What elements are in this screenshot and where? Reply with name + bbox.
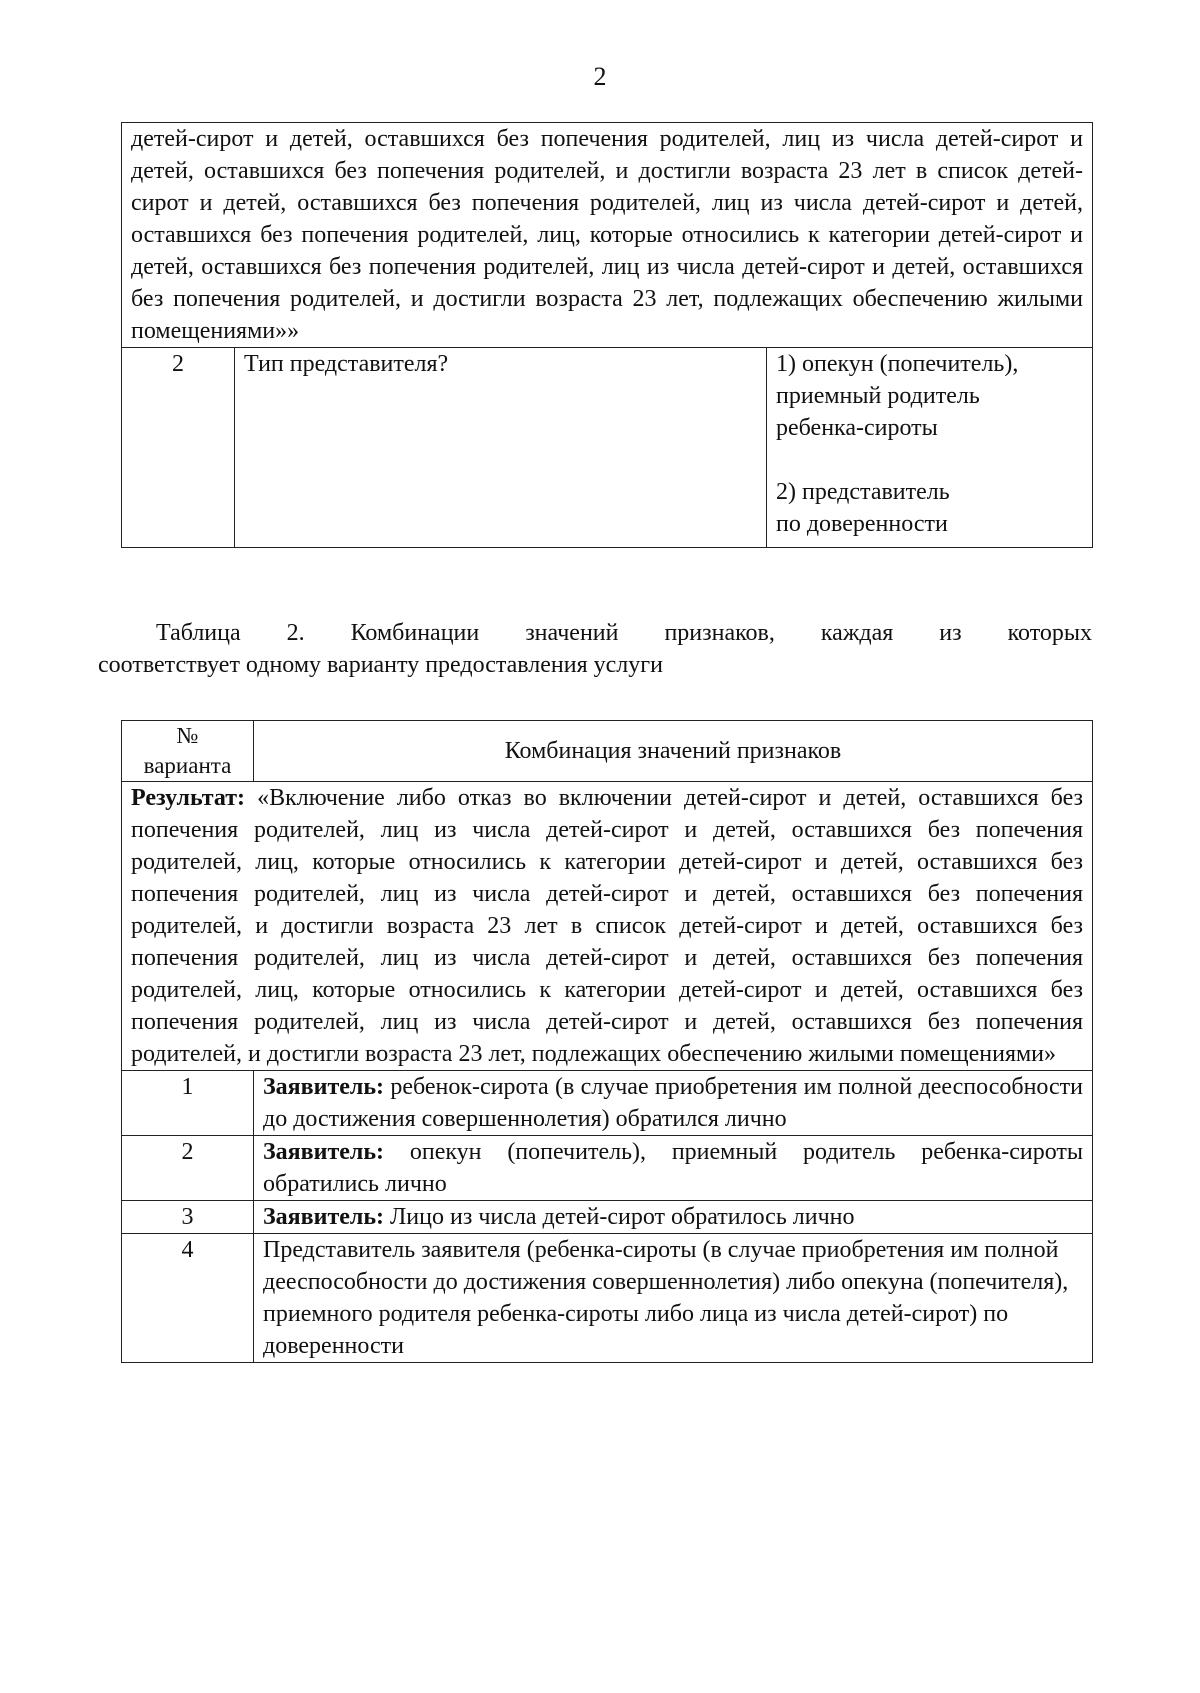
variant-number: 1 [122, 1071, 254, 1136]
table-row [122, 1201, 1093, 1234]
row-question: Тип представителя? [235, 348, 767, 548]
table-2-caption [98, 617, 1092, 681]
table-row [122, 123, 1093, 348]
header-number-sign: № [176, 723, 199, 748]
answer-1-line2: приемный родитель [776, 383, 980, 409]
variant-text: опекун (попечитель), приемный родитель ребенка-сироты обратились лично [263, 1139, 1083, 1197]
table-1-continuation [121, 122, 1093, 548]
result-label: Результат: [131, 785, 246, 811]
answer-2-line2: по доверенности [776, 511, 948, 537]
variant-combination [254, 1071, 1093, 1136]
result-cell [122, 782, 1093, 1071]
header-variant-number [122, 721, 254, 782]
answer-2-line1: 2) представитель [776, 479, 950, 505]
variant-number: 3 [122, 1201, 254, 1234]
variant-label: Заявитель: [263, 1074, 385, 1100]
page-number: 2 [593, 62, 607, 91]
caption-line1: Таблица 2. Комбинации значений признаков, каждая из которых [156, 620, 1092, 646]
variant-combination [254, 1136, 1093, 1201]
table-row [122, 1234, 1093, 1363]
variant-number: 2 [122, 1136, 254, 1201]
result-row [122, 782, 1093, 1071]
continuation-text: детей-сирот и детей, оставшихся без попечения родителей, лиц из числа детей-сирот и детей, оставшихся без попечения родителей, и достигли возраста 23 лет в список детей-сирот и детей, оставшихся без попечения родителей, лиц из числа детей-сирот и детей, оставшихся без попечения родителей, лиц, которые относились к категории детей-сирот и детей, оставшихся без попечения родителей, лиц из числа детей-сирот и детей, оставшихся без попечения родителей, и достигли возраста 23 лет, подлежащих обеспечению жилыми помещениями»» [122, 123, 1093, 348]
caption-line2: соответствует одному варианту предоставления услуги [98, 652, 663, 678]
table-row [122, 1136, 1093, 1201]
variant-text: Представитель заявителя (ребенка-сироты (в случае приобретения им полной дееспособности до достижения совершеннолетия) либо опекуна (попечителя), приемного родителя ребенка-сироты либо лица из числа детей-сирот) по доверенности [263, 1237, 1069, 1359]
answer-1-line3: ребенка-сироты [776, 415, 938, 441]
variant-text: Лицо из числа детей-сирот обратилось лично [384, 1204, 855, 1230]
variant-number: 4 [122, 1234, 254, 1363]
header-combination: Комбинация значений признаков [254, 721, 1093, 782]
answer-1-line1: 1) опекун (попечитель), [776, 351, 1019, 377]
variant-label: Заявитель: [263, 1139, 385, 1165]
variant-combination [254, 1201, 1093, 1234]
table-2 [121, 720, 1093, 1363]
row-answers [767, 348, 1093, 548]
variant-combination [254, 1234, 1093, 1363]
table-row [122, 1071, 1093, 1136]
table-row [122, 348, 1093, 548]
result-text: «Включение либо отказ во включении детей-сирот и детей, оставшихся без попечения родителей, лиц из числа детей-сирот и детей, оставшихся без попечения родителей, лиц, которые относились к категории детей-сирот и детей, оставшихся без попечения родителей, лиц из числа детей-сирот и детей, оставшихся без попечения родителей, и достигли возраста 23 лет в список детей-сирот и детей, оставшихся без попечения родителей, лиц из числа детей-сирот и детей, оставшихся без попечения родителей, лиц, которые относились к категории детей-сирот и детей, оставшихся без попечения родителей, лиц из числа детей-сирот и детей, оставшихся без попечения родителей, и достигли возраста 23 лет, подлежащих обеспечению жилыми помещениями» [131, 785, 1083, 1067]
variant-label: Заявитель: [263, 1204, 385, 1230]
variant-text: ребенок-сирота (в случае приобретения им полной дееспособности до достижения совершеннолетия) обратился лично [263, 1074, 1083, 1132]
table-header-row [122, 721, 1093, 782]
row-number: 2 [122, 348, 235, 548]
header-variant-word: варианта [143, 753, 232, 778]
